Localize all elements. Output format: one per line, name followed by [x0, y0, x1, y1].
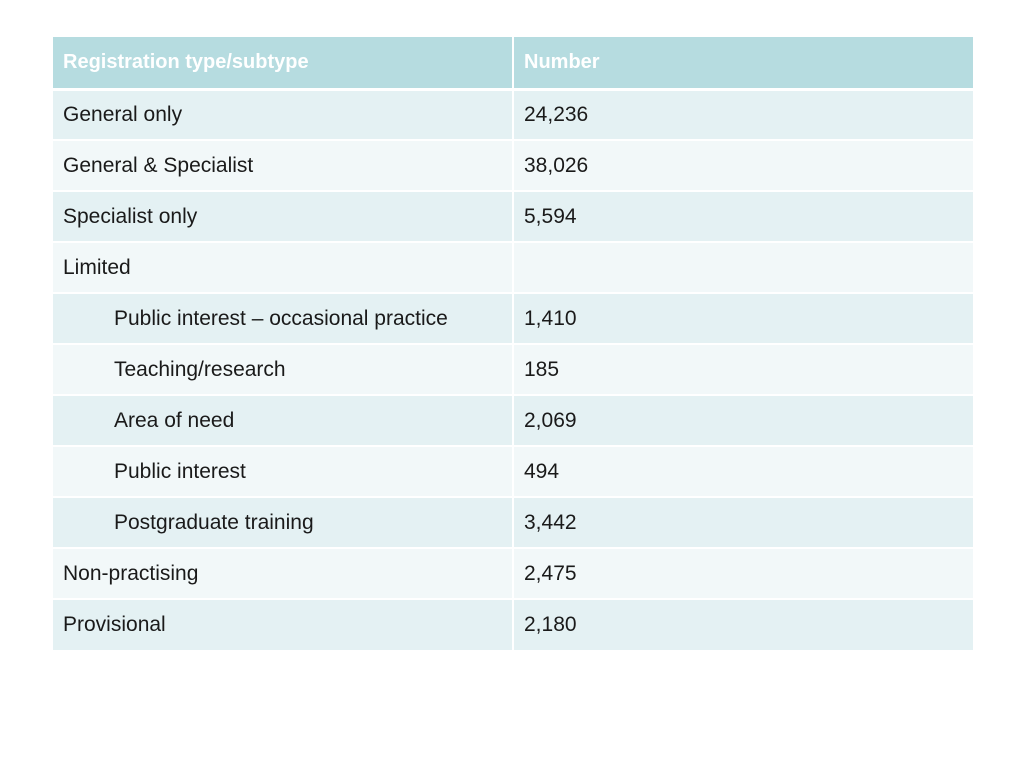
row-value: 2,475	[513, 548, 973, 599]
row-label: Postgraduate training	[53, 497, 513, 548]
row-label: Non-practising	[53, 548, 513, 599]
table-row	[53, 599, 973, 650]
row-value: 2,180	[513, 599, 973, 650]
row-label: Area of need	[53, 395, 513, 446]
table-row	[53, 293, 973, 344]
row-label: General only	[53, 89, 513, 140]
row-label: Public interest – occasional practice	[53, 293, 513, 344]
table-row	[53, 242, 973, 293]
row-label: General & Specialist	[53, 140, 513, 191]
table-row	[53, 89, 973, 140]
row-label: Limited	[53, 242, 513, 293]
row-value	[513, 242, 973, 293]
row-value: 2,069	[513, 395, 973, 446]
registration-table	[53, 37, 973, 650]
table-row	[53, 446, 973, 497]
table-header-row	[53, 37, 973, 89]
row-value: 3,442	[513, 497, 973, 548]
table-row	[53, 497, 973, 548]
table-row	[53, 140, 973, 191]
row-label: Teaching/research	[53, 344, 513, 395]
column-header-number: Number	[513, 37, 973, 89]
table-row	[53, 548, 973, 599]
row-value: 38,026	[513, 140, 973, 191]
table-row	[53, 191, 973, 242]
row-label: Specialist only	[53, 191, 513, 242]
row-label: Public interest	[53, 446, 513, 497]
table-row	[53, 395, 973, 446]
column-header-registration-type: Registration type/subtype	[53, 37, 513, 89]
row-label: Provisional	[53, 599, 513, 650]
row-value: 24,236	[513, 89, 973, 140]
row-value: 1,410	[513, 293, 973, 344]
row-value: 494	[513, 446, 973, 497]
row-value: 5,594	[513, 191, 973, 242]
row-value: 185	[513, 344, 973, 395]
table-row	[53, 344, 973, 395]
